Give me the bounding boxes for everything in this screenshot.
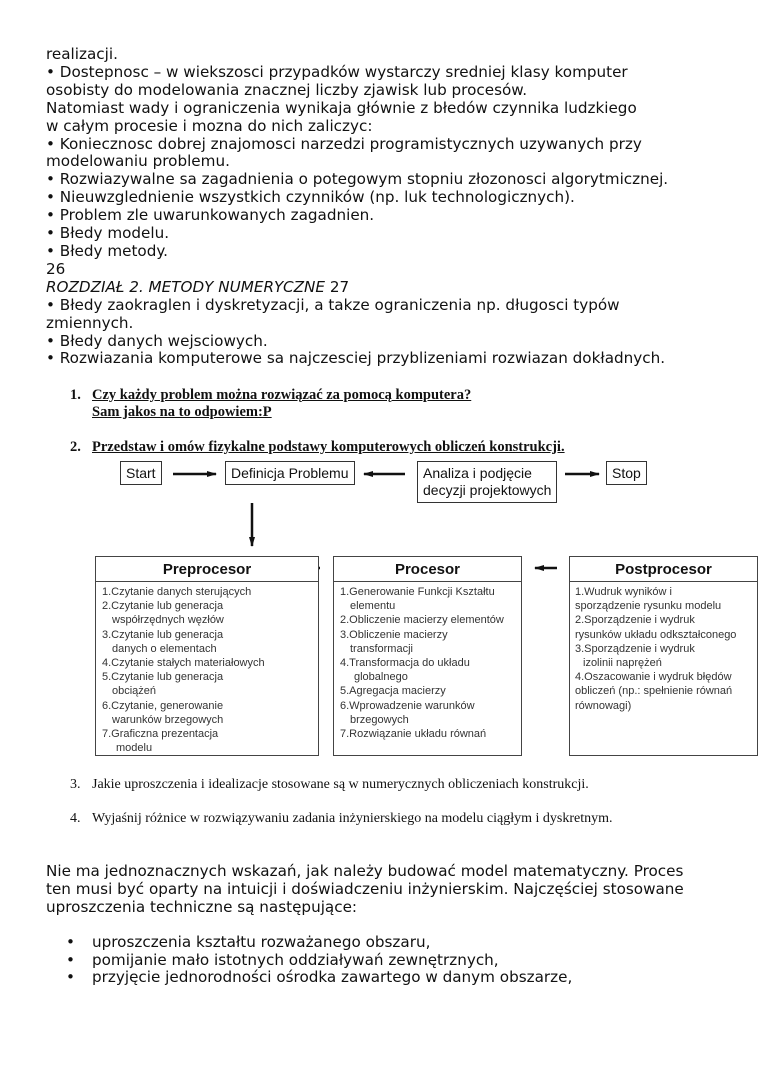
text-line: osobisty do modelowania znacznej liczby zjawisk lub procesów. <box>46 80 528 99</box>
text-line: • Koniecznosc dobrej znajomosci narzedzi programistycznych uzywanych przy <box>46 134 642 153</box>
bullet-text: uproszczenia kształtu rozważanego obszaru, <box>92 933 431 951</box>
bullet-icon: • <box>66 933 75 951</box>
text-line: • Błedy danych wejsciowych. <box>46 331 268 350</box>
preprocessor-title: Preprocesor <box>96 557 318 582</box>
bullet-text: pomijanie mało istotnych oddziaływań zewnętrznych, <box>92 950 499 969</box>
text-line: • Problem zle uwarunkowanych zagadnien. <box>46 206 375 225</box>
question-number: 4. <box>70 811 81 826</box>
bullet-list <box>66 934 572 987</box>
question-text: Wyjaśnij różnice w rozwiązywaniu zadania inżynierskiego na modelu ciągłym i dyskretnym. <box>92 811 613 826</box>
preprocessor-list <box>96 582 318 755</box>
text-line: zmiennych. <box>46 313 134 332</box>
list-item <box>66 952 572 970</box>
question-number: 1. <box>70 387 81 403</box>
text-line: uproszczenia techniczne są następujące: <box>46 897 358 916</box>
bullet-icon: • <box>66 950 75 969</box>
processor-box <box>333 556 522 756</box>
list-item: 4.Czytanie stałych materiałowych <box>102 657 265 670</box>
list-item: 4.Transformacja do układu globalnego <box>340 657 470 684</box>
list-item: 1.Generowanie Funkcji Kształtu elementu <box>340 586 495 613</box>
text-line: modelowaniu problemu. <box>46 152 230 171</box>
list-item: 1.Czytanie danych sterujących <box>102 586 252 598</box>
node-label-line: Analiza i podjęcie <box>423 465 532 481</box>
postprocessor-box <box>569 556 758 756</box>
stop-node: Stop <box>606 461 647 485</box>
text-line: • Błedy metody. <box>46 241 168 260</box>
text-line: w całym procesie i mozna do nich zaliczyc: <box>46 116 373 135</box>
question-3 <box>70 776 589 793</box>
text-line: • Rozwiazywalne sa zagadnienia o potegowym stopniu złozonosci algorytmicznej. <box>46 170 669 189</box>
postprocessor-title: Postprocesor <box>570 557 757 582</box>
chapter-page-number: 27 <box>325 277 350 296</box>
bullet-icon: • <box>66 968 75 987</box>
processor-list <box>334 582 521 741</box>
question-text: Przedstaw i omów fizykalne podstawy komputerowych obliczeń konstrukcji. <box>92 439 565 455</box>
problem-definition-node: Definicja Problemu <box>225 461 355 485</box>
postprocessor-list <box>570 582 757 713</box>
list-item: 3.Obliczenie macierzy transformacji <box>340 628 448 655</box>
question-text: Jakie uproszczenia i idealizacje stosowane są w numerycznych obliczeniach konstrukcji. <box>92 777 589 792</box>
list-item: 6.Wprowadzenie warunków brzegowych <box>340 699 475 726</box>
text-line: Natomiast wady i ograniczenia wynikaja głównie z błedów czynnika ludzkiego <box>46 98 637 117</box>
text-line: • Błedy modelu. <box>46 224 170 243</box>
start-node: Start <box>120 461 162 485</box>
question-number: 3. <box>70 777 81 792</box>
question-4 <box>70 810 613 827</box>
list-item: 6.Czytanie, generowanie warunków brzegowych <box>102 699 224 726</box>
list-item: 2.Sporządzenie i wydruk rysunków układu odkształconego <box>575 614 737 641</box>
text-line: • Błedy zaokraglen i dyskretyzacji, a takze ograniczenia np. długosci typów <box>46 295 620 314</box>
list-item <box>66 969 572 987</box>
list-item: 7.Graficzna prezentacja modelu <box>102 728 219 755</box>
list-item: 1.Wudruk wyników i sporządzenie rysunku modelu <box>575 586 722 613</box>
bullet-text: przyjęcie jednorodności ośrodka zawartego w danym obszarze, <box>92 968 573 987</box>
paragraph <box>46 863 746 917</box>
node-label-line: decyzji projektowych <box>423 482 552 498</box>
chapter-title: ROZDZIAŁ 2. METODY NUMERYCZNE <box>46 277 325 296</box>
analysis-decision-node <box>417 461 557 503</box>
list-item: 2.Czytanie lub generacja współrzędnych węzłów <box>102 600 224 627</box>
text-line: • Rozwiazania komputerowe sa najczesciej przyblizeniami rozwiazan dokładnych. <box>46 349 666 368</box>
page-number: 26 <box>46 259 66 278</box>
question-number: 2. <box>70 439 81 455</box>
text-line: realizacji. <box>46 45 118 63</box>
text-line: • Dostepnosc – w wiekszosci przypadków wystarczy sredniej klasy komputer <box>46 62 628 81</box>
top-text-block <box>46 46 746 368</box>
preprocessor-box <box>95 556 319 756</box>
text-line: Nie ma jednoznacznych wskazań, jak należy budować model matematyczny. Proces <box>46 862 684 880</box>
text-line: • Nieuwzglednienie wszystkich czynników (np. luk technologicznych). <box>46 188 575 207</box>
list-item: 7.Rozwiązanie układu równań <box>340 728 487 741</box>
question-2 <box>70 439 565 456</box>
list-item: 2.Obliczenie macierzy elementów <box>340 614 504 627</box>
list-item <box>66 934 572 952</box>
processor-title: Procesor <box>334 557 521 582</box>
text-line: ten musi być oparty na intuicji i doświadczeniu inżynierskim. Najczęściej stosowane <box>46 879 684 898</box>
list-item: 3.Czytanie lub generacja danych o elementach <box>102 628 224 655</box>
list-item: 4.Oszacowanie i wydruk błędów obliczeń (np.: spełnienie równań równowagi) <box>575 671 733 712</box>
chapter-header <box>46 279 746 297</box>
list-item: 3.Sporządzenie i wydruk izolinii naprężeń <box>575 642 695 670</box>
question-text: Czy każdy problem można rozwiązać za pomocą komputera? <box>92 387 472 403</box>
list-item: 5.Agregacja macierzy <box>340 685 446 698</box>
question-text-cont: Sam jakos na to odpowiem:P <box>92 404 272 420</box>
question-1 <box>70 387 471 421</box>
list-item: 5.Czytanie lub generacja obciążeń <box>102 671 224 698</box>
